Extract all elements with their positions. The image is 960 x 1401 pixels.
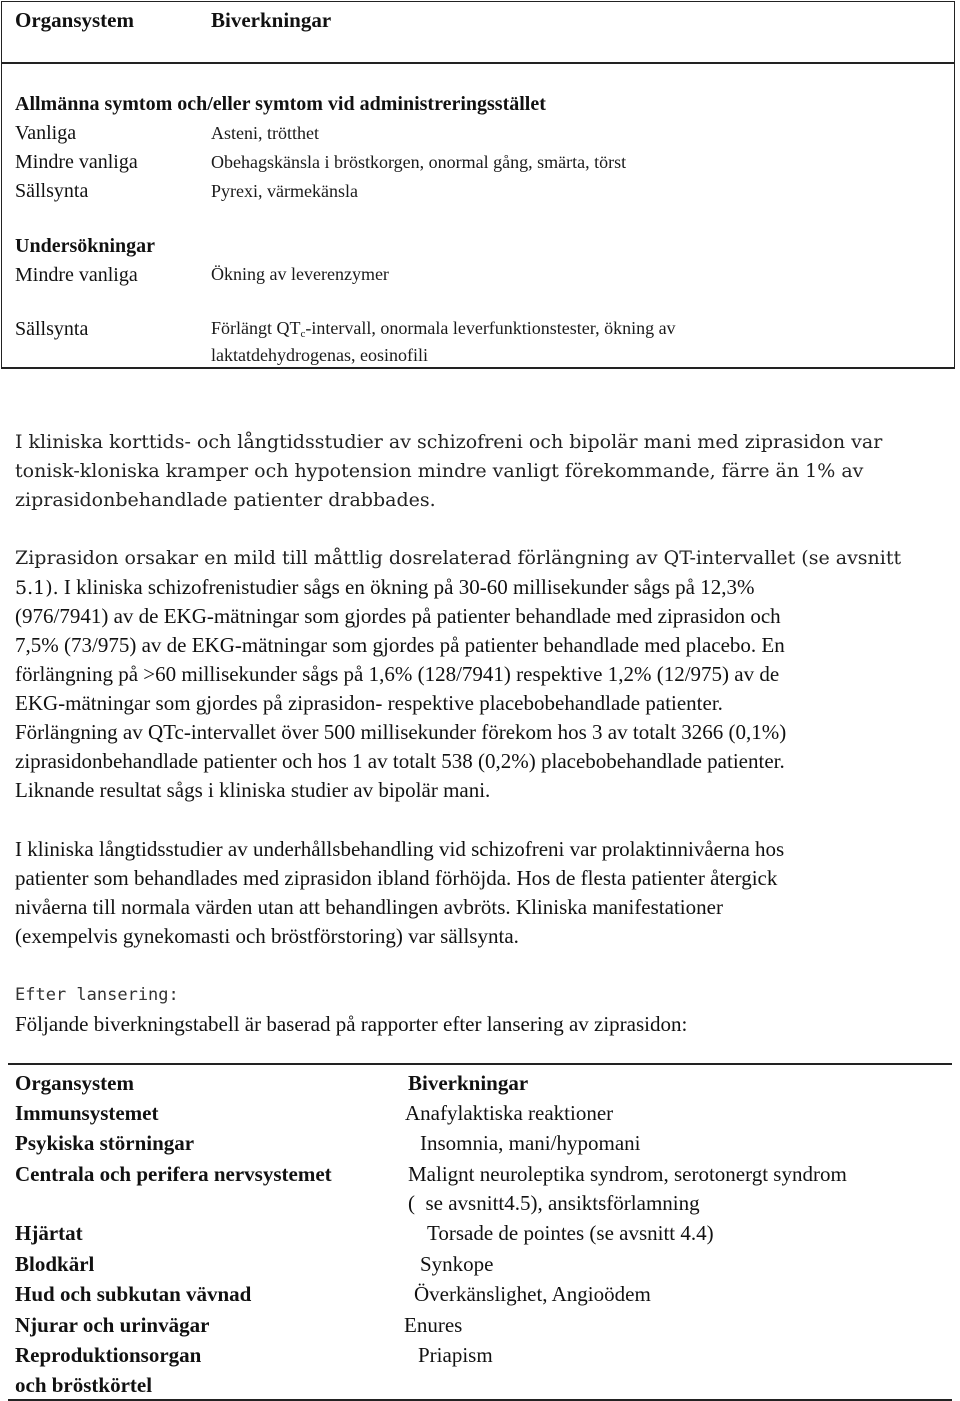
paragraph-line: 5.1). I kliniska schizofrenistudier sågs en ökning på 30-60 millisekunder sågs på 12,3% [15,575,755,599]
table2-header-organsystem: Organsystem [15,1071,134,1095]
post-marketing-intro: Följande biverkningstabell är baserad på rapporter efter lansering av ziprasidon: [15,1012,688,1036]
frequency-label: Vanliga [15,122,77,144]
effects-text: Ökning av leverenzymer [211,264,389,284]
table-header-divider [2,62,954,64]
table-header-organsystem: Organsystem [15,8,134,32]
effect-text: Malignt neuroleptika syndrom, serotonergt syndrom [408,1162,847,1186]
effects-text-continued: laktatdehydrogenas, eosinofili [211,345,428,365]
effects-text: Förlängt $QT_c$-intervall, onormala leverfunktionstester, ökning av [211,318,676,340]
table2-header-biverkningar: Biverkningar [408,1071,529,1095]
organ-label-continued: och bröstkörtel [15,1373,153,1397]
effect-text-continued: ( se avsnitt4.5), ansiktsförlamning [408,1191,700,1215]
frequency-label: Mindre vanliga [15,264,138,286]
effect-text: Priapism [418,1343,493,1367]
paragraph-line: Ziprasidon orsakar en mild till måttlig dosrelaterad förlängning av QT-intervallet (se avsnitt [15,547,902,569]
frequency-label: Sällsynta [15,318,89,340]
paragraph-line: (976/7941) av de EKG-mätningar som gjordes på patienter behandlade med ziprasidon och [15,604,781,628]
paragraph-line: (exempelvis gynekomasti och bröstförstoring) var sällsynta. [15,924,519,948]
effects-text: Obehagskänsla i bröstkorgen, onormal gång, smärta, törst [211,152,627,172]
paragraph-line: ziprasidonbehandlade patienter och hos 1 av totalt 538 (0,2%) placebobehandlade patienter. [15,749,785,773]
table-bottom-rule [8,1399,952,1401]
organ-label: Hjärtat [15,1221,83,1245]
organ-label: Immunsystemet [15,1101,159,1125]
paragraph-line: EKG-mätningar som gjordes på ziprasidon- respektive placebobehandlade patienter. [15,691,723,715]
organ-label: Blodkärl [15,1252,95,1276]
effects-text: Asteni, trötthet [211,123,319,143]
organ-label: Njurar och urinvägar [15,1313,210,1337]
effect-text: Torsade de pointes (se avsnitt 4.4) [427,1221,714,1245]
section-title-general: Allmänna symtom och/eller symtom vid administreringsstället [15,93,546,115]
organ-label: Reproduktionsorgan [15,1343,202,1367]
paragraph-line: I kliniska korttids- och långtidsstudier av schizofreni och bipolär mani med ziprasidon var [15,431,883,453]
paragraph-line: nivåerna till normala värden utan att behandlingen avbröts. Kliniska manifestationer [15,895,723,919]
effect-text: Synkope [420,1252,494,1276]
paragraph-line: 7,5% (73/975) av de EKG-mätningar som gjordes på patienter behandlade med placebo. En [15,633,785,657]
effect-text: Anafylaktiska reaktioner [405,1101,614,1125]
effect-text: Överkänslighet, Angioödem [414,1282,651,1306]
paragraph-line: I kliniska långtidsstudier av underhållsbehandling vid schizofreni var prolaktinnivåerna hos [15,837,785,861]
frequency-label: Sällsynta [15,180,89,202]
table-top-rule [8,1063,952,1065]
section-title-investigations: Undersökningar [15,235,156,257]
effect-text: Insomnia, mani/hypomani [420,1131,641,1155]
organ-label: Hud och subkutan vävnad [15,1282,252,1306]
paragraph-line: ziprasidonbehandlade patienter drabbades. [15,489,436,511]
effects-text: Pyrexi, värmekänsla [211,181,358,201]
post-marketing-heading: Efter lansering: [15,985,179,1005]
adverse-effects-table [1,1,955,369]
paragraph-line: patienter som behandlades med ziprasidon ibland förhöjda. Hos de flesta patienter återgick [15,866,778,890]
paragraph-line: Liknande resultat sågs i kliniska studier av bipolär mani. [15,778,491,802]
paragraph-line: Förlängning av QTc-intervallet över 500 millisekunder förekom hos 3 av totalt 3266 (0,1%) [15,720,787,744]
paragraph-line: tonisk-kloniska kramper och hypotension mindre vanligt förekommande, färre än 1% av [15,460,864,482]
paragraph-line: förlängning på >60 millisekunder sågs på 1,6% (128/7941) respektive 1,2% (12/975) av de [15,662,780,686]
organ-label: Centrala och perifera nervsystemet [15,1162,332,1186]
organ-label: Psykiska störningar [15,1131,195,1155]
table-header-biverkningar: Biverkningar [211,8,332,32]
frequency-label: Mindre vanliga [15,151,138,173]
effect-text: Enures [404,1313,463,1337]
